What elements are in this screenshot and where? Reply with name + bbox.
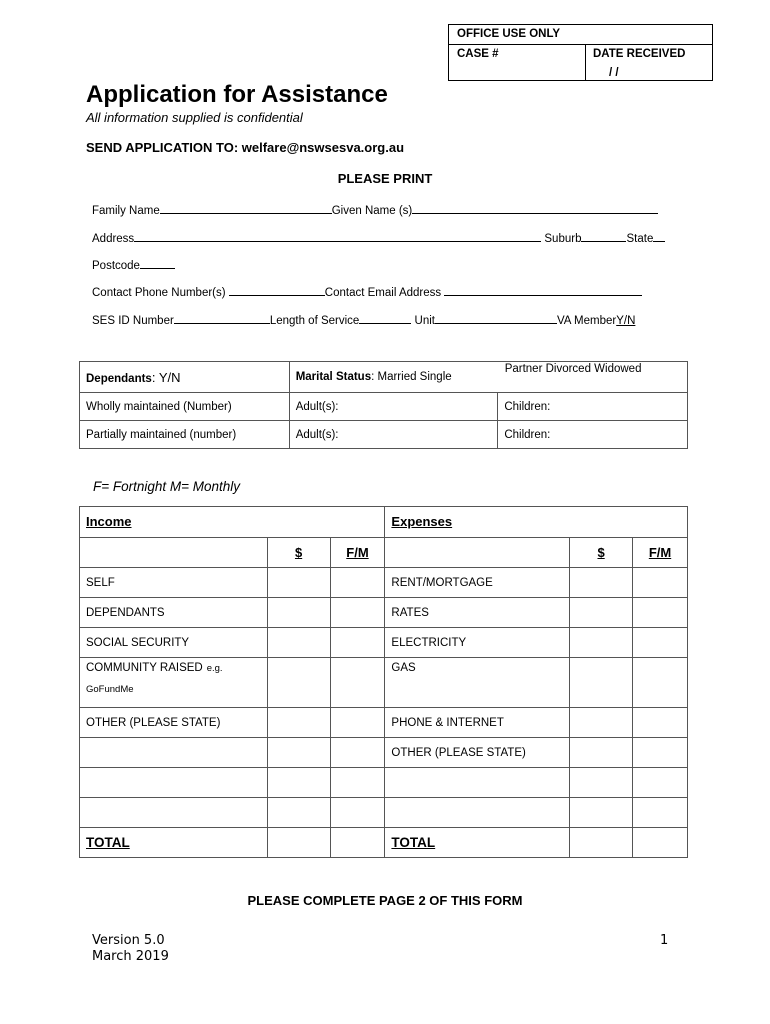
expense-amount-cell[interactable] [570, 658, 633, 708]
community-raised-label: COMMUNITY RAISED [86, 662, 203, 674]
contact-phone-field[interactable] [229, 283, 325, 296]
wholly-maintained-label: Wholly maintained (Number) [80, 393, 290, 421]
income-total-amount[interactable] [267, 828, 330, 858]
finance-row [80, 768, 688, 798]
finance-row [80, 628, 688, 658]
ses-id-label: SES ID Number [92, 315, 174, 327]
income-header: Income [80, 507, 385, 538]
finance-row [80, 598, 688, 628]
income-total-frequency[interactable] [330, 828, 385, 858]
office-use-title: OFFICE USE ONLY [457, 28, 561, 40]
income-item-label: DEPENDANTS [80, 598, 268, 628]
date-received-slashes: / / [609, 67, 619, 79]
expense-total-label: TOTAL [385, 828, 570, 858]
finance-row [80, 798, 688, 828]
expense-frequency-cell[interactable] [633, 628, 688, 658]
unit-field[interactable] [435, 311, 557, 324]
income-frequency-cell[interactable] [330, 568, 385, 598]
dependants-label: Dependants [86, 372, 152, 385]
finance-row [80, 658, 688, 708]
marital-status-cell[interactable] [289, 362, 687, 393]
expense-item-label: OTHER (PLEASE STATE) [385, 738, 570, 768]
income-amount-cell[interactable] [267, 798, 330, 828]
expenses-header: Expenses [385, 507, 688, 538]
community-raised-sub: GoFundMe [86, 684, 134, 695]
contact-row [92, 283, 642, 299]
finance-row [80, 568, 688, 598]
income-frequency-cell[interactable] [330, 628, 385, 658]
please-print-heading: PLEASE PRINT [337, 171, 433, 186]
dependants-value: : Y/N [151, 369, 181, 385]
expense-frequency-cell[interactable] [633, 768, 688, 798]
complete-page-2: PLEASE COMPLETE PAGE 2 OF THIS FORM [247, 893, 523, 908]
unit-label: Unit [414, 315, 435, 327]
page-number: 1 [660, 933, 669, 948]
length-service-field[interactable] [359, 311, 411, 324]
expense-amount-cell[interactable] [570, 568, 633, 598]
community-raised-eg: e.g. [206, 663, 223, 674]
postcode-row [92, 256, 175, 272]
wholly-maintained-row [80, 393, 688, 421]
expense-frequency-cell[interactable] [633, 658, 688, 708]
given-name-label: Given Name (s) [331, 205, 413, 217]
expense-amount-cell[interactable] [570, 598, 633, 628]
send-application-to: SEND APPLICATION TO: welfare@nswsesva.org.au [86, 140, 405, 155]
expense-amount-cell[interactable] [570, 738, 633, 768]
finance-row [80, 738, 688, 768]
address-label: Address [92, 233, 135, 245]
office-use-box [448, 24, 713, 81]
expense-item-label [385, 798, 570, 828]
expense-item-label: ELECTRICITY [385, 628, 570, 658]
wholly-adults-cell[interactable]: Adult(s): [289, 393, 498, 421]
expense-frequency-cell[interactable] [633, 598, 688, 628]
expense-amount-cell[interactable] [570, 768, 633, 798]
ses-id-field[interactable] [174, 311, 270, 324]
expense-item-label: RATES [385, 598, 570, 628]
finance-total-row [80, 828, 688, 858]
income-amount-cell[interactable] [267, 568, 330, 598]
family-name-label: Family Name [92, 205, 160, 217]
income-frequency-cell[interactable] [330, 658, 385, 708]
state-label: State [626, 233, 654, 245]
income-item-label: OTHER (PLEASE STATE) [80, 708, 268, 738]
family-name-row [92, 201, 658, 217]
expense-item-col [385, 537, 570, 568]
income-item-label [80, 768, 268, 798]
partially-children-cell[interactable]: Children: [498, 421, 688, 449]
income-frequency-cell[interactable] [330, 768, 385, 798]
income-frequency-cell[interactable] [330, 708, 385, 738]
partially-adults-cell[interactable]: Adult(s): [289, 421, 498, 449]
expense-amount-cell[interactable] [570, 628, 633, 658]
income-frequency-cell[interactable] [330, 598, 385, 628]
footer-version: Version 5.0 [92, 933, 165, 948]
expense-frequency-cell[interactable] [633, 568, 688, 598]
state-field[interactable] [653, 229, 665, 242]
income-amount-cell[interactable] [267, 658, 330, 708]
dependants-table [79, 361, 688, 449]
income-amount-cell[interactable] [267, 708, 330, 738]
expense-frequency-cell[interactable] [633, 708, 688, 738]
finance-header-row [80, 507, 688, 538]
income-frequency-cell[interactable] [330, 798, 385, 828]
family-name-field[interactable] [160, 201, 332, 214]
frequency-note: F= Fortnight M= Monthly [93, 479, 241, 494]
contact-phone-label: Contact Phone Number(s) [92, 287, 226, 299]
income-expenses-table [79, 506, 688, 858]
income-total-label: TOTAL [80, 828, 268, 858]
income-item-label [80, 798, 268, 828]
wholly-children-cell[interactable]: Children: [498, 393, 688, 421]
suburb-field[interactable] [581, 229, 626, 242]
length-service-label: Length of Service [269, 315, 360, 327]
dependants-cell[interactable] [80, 362, 290, 393]
income-fm-col: F/M [330, 537, 385, 568]
expense-frequency-cell[interactable] [633, 738, 688, 768]
expense-fm-col: F/M [633, 537, 688, 568]
income-amount-cell[interactable] [267, 628, 330, 658]
marital-status-options: : Married Single [371, 371, 452, 383]
income-item-label: SELF [80, 568, 268, 598]
contact-email-field[interactable] [444, 283, 642, 296]
contact-email-label: Contact Email Address [324, 287, 442, 299]
address-field[interactable] [134, 229, 541, 242]
dependants-header-row [80, 362, 688, 393]
page-title: Application for Assistance [86, 81, 388, 108]
expense-amount-cell[interactable] [570, 798, 633, 828]
income-item-col [80, 537, 268, 568]
partially-maintained-label: Partially maintained (number) [80, 421, 290, 449]
page-subtitle: All information supplied is confidential [86, 110, 303, 125]
va-member-label: VA Member [556, 315, 617, 327]
income-amount-cell[interactable] [267, 738, 330, 768]
expense-item-label: GAS [385, 658, 570, 708]
address-row [92, 229, 665, 245]
expense-total-amount[interactable] [570, 828, 633, 858]
expense-item-label [385, 768, 570, 798]
expense-dollar-col: $ [570, 537, 633, 568]
ses-row [92, 311, 635, 327]
marital-status-label: Marital Status [295, 371, 372, 383]
footer-date: March 2019 [92, 949, 169, 964]
postcode-field[interactable] [140, 256, 175, 269]
expense-item-label: RENT/MORTGAGE [385, 568, 570, 598]
postcode-label: Postcode [92, 260, 140, 272]
income-item-label [80, 738, 268, 768]
income-frequency-cell[interactable] [330, 738, 385, 768]
finance-column-row [80, 537, 688, 568]
suburb-label: Suburb [544, 233, 582, 245]
given-name-field[interactable] [412, 201, 658, 214]
income-amount-cell[interactable] [267, 768, 330, 798]
expense-frequency-cell[interactable] [633, 798, 688, 828]
income-item-label: SOCIAL SECURITY [80, 628, 268, 658]
case-number-label: CASE # [457, 48, 499, 60]
expense-total-frequency[interactable] [633, 828, 688, 858]
income-item-label [80, 658, 268, 708]
income-dollar-col: $ [267, 537, 330, 568]
marital-status-options-2: Partner Divorced Widowed [504, 363, 642, 375]
va-member-value[interactable]: Y/N [616, 315, 636, 327]
expense-amount-cell[interactable] [570, 708, 633, 738]
income-amount-cell[interactable] [267, 598, 330, 628]
expense-item-label: PHONE & INTERNET [385, 708, 570, 738]
date-received-label: DATE RECEIVED [593, 48, 686, 60]
finance-row [80, 708, 688, 738]
office-divider [585, 44, 586, 81]
partially-maintained-row [80, 421, 688, 449]
